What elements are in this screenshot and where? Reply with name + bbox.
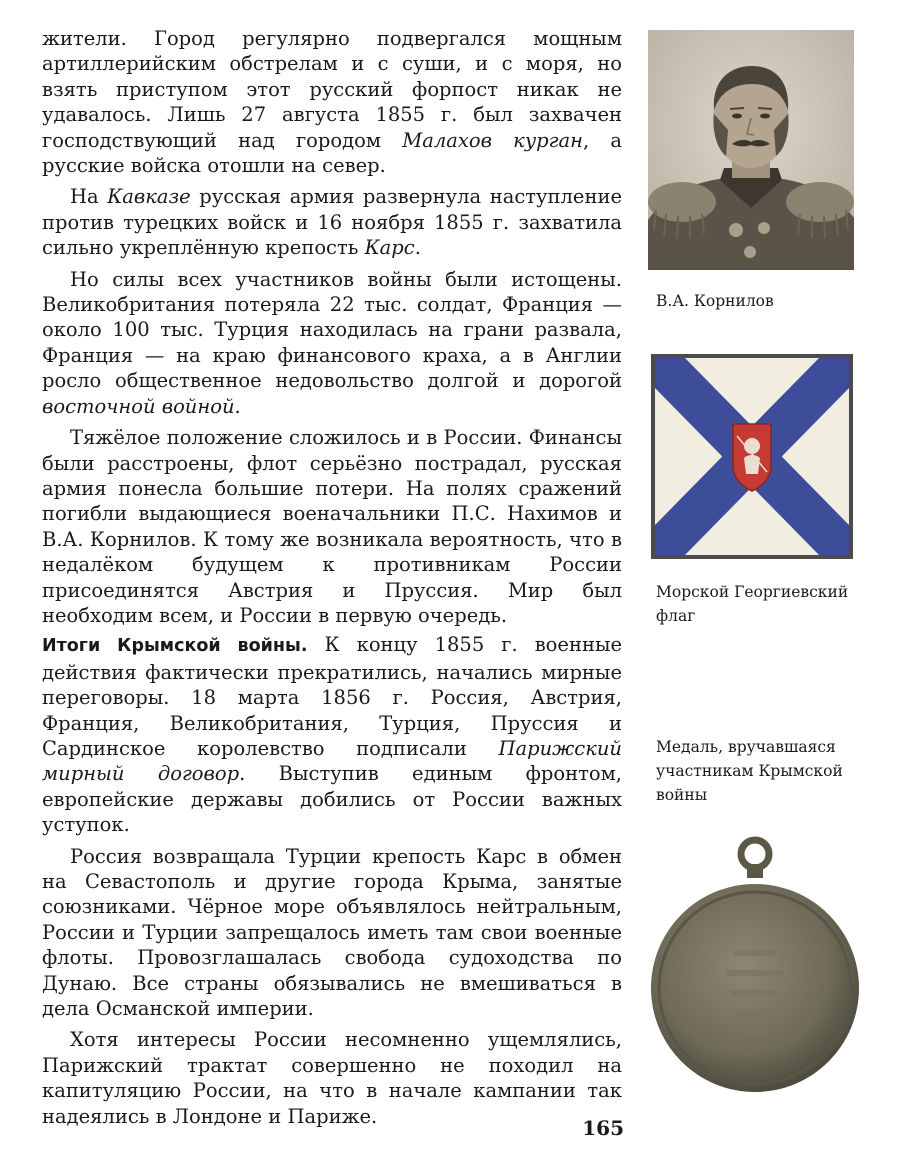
paragraph-7: Хотя интересы России несомненно ущемлялись, Парижский трактат совершенно не походил на капитуляцию России, на что в начале кампании так надеялись в Лондоне и Париже.	[42, 1028, 622, 1128]
main-text-column	[42, 26, 622, 1129]
caption-portrait: В.А. Корнилов	[656, 292, 774, 310]
term-malakhov-kurgan: Малахов курган	[402, 128, 583, 152]
flag-image	[651, 354, 853, 559]
term-eastern-war: восточной войной	[42, 394, 235, 418]
term-kars: Карс	[364, 236, 415, 260]
page-number: 165	[582, 1116, 624, 1140]
term-kavkaz: Кавказе	[107, 185, 191, 209]
paragraph-2: На Кавказе русская армия развернула наступление против турецких войск и 16 ноября 1855 г. захватила сильно укреплённую крепость Карс.	[42, 185, 622, 260]
caption-flag: Морской Георгиевский флаг	[656, 583, 849, 625]
section-heading: Итоги Крымской войны.	[42, 636, 308, 657]
portrait-kornilov	[648, 30, 854, 270]
paragraph-6: Россия возвращала Турции крепость Карс в обмен на Севастополь и другие города Крыма, занятые союзниками. Чёрное море объявлялось нейтральным, России и Турции запрещалось иметь там свои военные флоты. Провозглашалась свобода судоходства по Дунаю. Все страны обязывались не вмешиваться в дела Османской империи.	[42, 844, 622, 1021]
term-paris-treaty: Парижский мирный договор	[42, 736, 622, 786]
caption-medal: Медаль, вручавшаяся участникам Крымской войны	[656, 738, 843, 804]
medal-image	[646, 832, 864, 1098]
paragraph-3: Но силы всех участников войны были истощены. Великобритания потеряла 22 тыс. солдат, Франция — около 100 тыс. Турция находилась на грани развала, Франция — на краю финансового краха, а в Англии росло общественное недовольство долгой и дорогой восточной войной.	[42, 267, 622, 418]
paragraph-5: Итоги Крымской войны. К концу 1855 г. военные действия фактически прекратились, начались мирные переговоры. 18 марта 1856 г. Россия, Австрия, Франция, Великобритания, Турция, Пруссия и Сардинское королевство подписали Парижский мирный договор. Выступив единым фронтом, европейские державы добились от России важных уступок.	[42, 633, 622, 837]
paragraph-1: жители. Город регулярно подвергался мощным артиллерийским обстрелам и с суши, и с моря, но взять приступом этот русский форпост никак не удавалось. Лишь 27 августа 1855 г. был захвачен господствующий над городом Малахов курган, а русские войска отошли на север.	[42, 27, 622, 178]
paragraph-4: Тяжёлое положение сложилось и в России. Финансы были расстроены, флот серьёзно пострадал, русская армия понесла большие потери. На полях сражений погибли выдающиеся военачальники П.С. Нахимов и В.А. Корнилов. К тому же возникала вероятность, что в недалёком будущем к противникам России присоединятся Австрия и Пруссия. Мир был необходим всем, и России в первую очередь.	[42, 426, 622, 627]
